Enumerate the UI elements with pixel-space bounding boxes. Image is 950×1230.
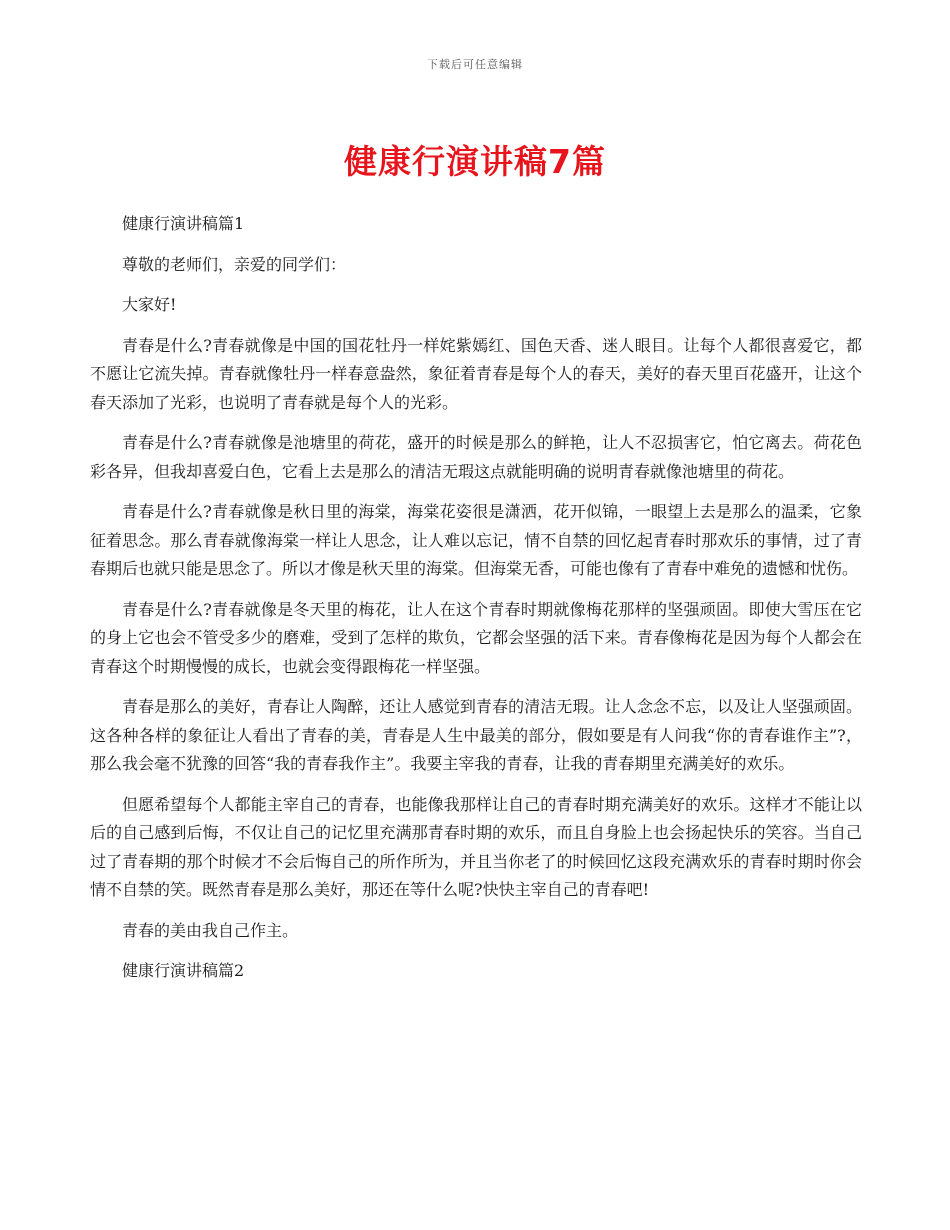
- section-heading-1: 健康行演讲稿篇1: [122, 214, 245, 233]
- paragraph-hope: 但愿希望每个人都能主宰自己的青春，也能像我那样让自己的青春时期充满美好的欢乐。这样才不能让以后的自己感到后悔，不仅让自己的记忆里充满那青春时期的欢乐，而且自身脸上也会扬起快乐的笑容。当自己过了青春期的那个时候才不会后悔自己的所作所为，并且当你老了的时候回忆这段充满欢乐的青春时期时你会情不自禁的笑。既然青春是那么美好，那还在等什么呢?快快主宰自己的青春吧!: [90, 794, 862, 899]
- section-heading-2: 健康行演讲稿篇2: [122, 961, 245, 980]
- greeting: 大家好!: [122, 295, 177, 314]
- document-title: 健康行演讲稿7篇: [344, 142, 606, 181]
- paragraph-lotus: 青春是什么?青春就像是池塘里的荷花，盛开的时候是那么的鲜艳，让人不忍损害它，怕它离去。荷花色彩各异，但我却喜爱白色，它看上去是那么的清洁无瑕这点就能明确的说明青春就像池塘里的荷花。: [90, 433, 862, 481]
- paragraph-plum: 青春是什么?青春就像是冬天里的梅花，让人在这个青春时期就像梅花那样的坚强顽固。即使大雪压在它的身上它也会不管受多少的磨难，受到了怎样的欺负，它都会坚强的活下来。青春像梅花是因为每个人都会在青春这个时期慢慢的成长，也就会变得跟梅花一样坚强。: [90, 599, 862, 676]
- paragraph-youth-beauty: 青春是那么的美好，青春让人陶醉，还让人感觉到青春的清洁无瑕。让人念念不忘，以及让人坚强顽固。这各种各样的象征让人看出了青春的美，青春是人生中最美的部分，假如要是有人问我“你的青春谁作主”?，那么我会毫不犹豫的回答“我的青春我作主”。我要主宰我的青春，让我的青春期里充满美好的欢乐。: [90, 697, 862, 773]
- paragraph-begonia: 青春是什么?青春就像是秋日里的海棠，海棠花姿很是潇洒，花开似锦，一眼望上去是那么的温柔，它象征着思念。那么青春就像海棠一样让人思念，让人难以忘记，情不自禁的回忆起青春时那欢乐的事情，过了青春期后也就只能是思念了。所以才像是秋天里的海棠。但海棠无香，可能也像有了青春中难免的遗憾和忧伤。: [90, 502, 862, 578]
- document-body: [90, 210, 862, 998]
- header-note: 下载后可任意编辑: [427, 58, 523, 71]
- salutation: 尊敬的老师们，亲爱的同学们：: [122, 254, 347, 274]
- paragraph-peony: 青春是什么?青春就像是中国的国花牡丹一样姹紫嫣红、国色天香、迷人眼目。让每个人都很喜爱它，都不愿让它流失掉。青春就像牡丹一样春意盎然，象征着青春是每个人的春天，美好的春天里百花盛开，让这个春天添加了光彩，也说明了青春就是每个人的光彩。: [90, 335, 862, 412]
- paragraph-closing: 青春的美由我自己作主。: [122, 920, 299, 940]
